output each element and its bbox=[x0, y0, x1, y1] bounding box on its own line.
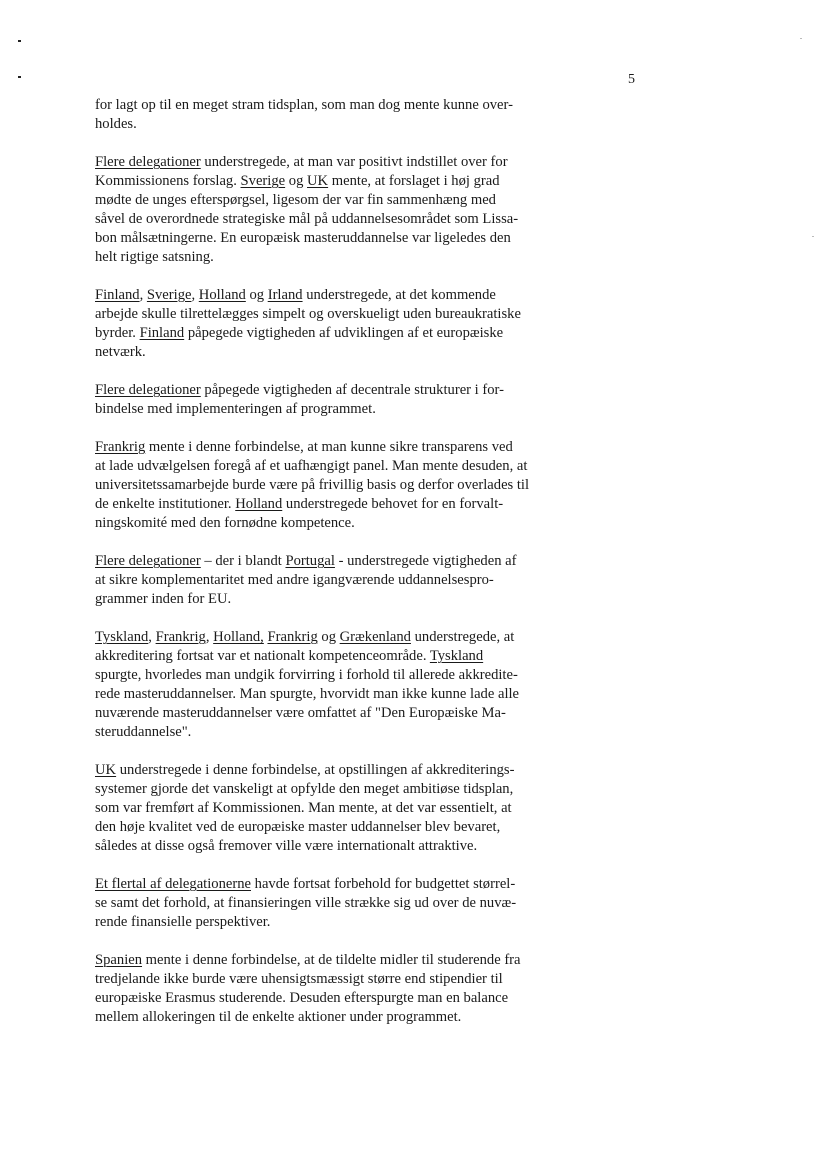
text-line bbox=[95, 248, 583, 267]
text-run: påpegede vigtigheden af decentrale strukturer i for- bbox=[200, 382, 504, 398]
text-run: universitetssamarbejde burde være på frivillig basis og derfor overlades til bbox=[95, 477, 530, 493]
text-line bbox=[95, 666, 583, 685]
text-line bbox=[95, 552, 583, 571]
text-line bbox=[95, 495, 583, 514]
underlined-entity: Frankrig bbox=[95, 439, 146, 455]
text-line bbox=[95, 210, 583, 229]
paragraph-p3 bbox=[95, 381, 583, 419]
text-run: helt rigtige satsning. bbox=[95, 249, 214, 265]
text-run: – der i blandt bbox=[200, 553, 286, 569]
text-line bbox=[95, 761, 583, 780]
text-run: understregede i denne forbindelse, at opstillingen af akkrediterings- bbox=[116, 762, 515, 778]
document-body bbox=[95, 96, 583, 1046]
underlined-entity: Frankrig bbox=[155, 629, 206, 645]
text-line bbox=[95, 951, 583, 970]
paragraph-p8 bbox=[95, 875, 583, 932]
paragraph-p1 bbox=[95, 153, 583, 267]
text-line bbox=[95, 571, 583, 590]
text-run: for lagt op til en meget stram tidsplan, som man dog mente kunne over- bbox=[95, 97, 513, 113]
text-line bbox=[95, 1008, 583, 1027]
text-line bbox=[95, 343, 583, 362]
text-run: grammer inden for EU. bbox=[95, 591, 232, 607]
text-line bbox=[95, 153, 583, 172]
scan-speck bbox=[18, 40, 21, 42]
text-line bbox=[95, 381, 583, 400]
text-run: se samt det forhold, at finansieringen ville strække sig ud over de nuvæ- bbox=[95, 895, 517, 911]
text-run: mente, at forslaget i høj grad bbox=[328, 173, 500, 189]
underlined-entity: UK bbox=[307, 173, 329, 189]
text-run: spurgte, hvorledes man undgik forvirring i forhold til allerede akkredite- bbox=[95, 667, 518, 683]
underlined-entity: Frankrig bbox=[267, 629, 318, 645]
text-run: mellem allokeringen til de enkelte aktioner under programmet. bbox=[95, 1009, 462, 1025]
text-run: byrder. bbox=[95, 325, 140, 341]
text-line bbox=[95, 590, 583, 609]
text-run: rede masteruddannelser. Man spurgte, hvorvidt man ikke kunne lade alle bbox=[95, 686, 520, 702]
text-line bbox=[95, 286, 583, 305]
text-run: understregede, at bbox=[410, 629, 515, 645]
text-run: nuværende masteruddannelser være omfattet af "Den Europæiske Ma- bbox=[95, 705, 506, 721]
scan-speck bbox=[800, 38, 802, 39]
text-line bbox=[95, 799, 583, 818]
text-line bbox=[95, 837, 583, 856]
text-run: - understregede vigtigheden af bbox=[334, 553, 517, 569]
text-line bbox=[95, 457, 583, 476]
text-line bbox=[95, 647, 583, 666]
text-run: påpegede vigtigheden af udviklingen af et europæiske bbox=[184, 325, 504, 341]
underlined-entity: Sverige bbox=[146, 287, 192, 303]
text-line bbox=[95, 191, 583, 210]
text-run: holdes. bbox=[95, 116, 137, 132]
underlined-entity: Flere delegationer bbox=[95, 553, 201, 569]
paragraph-p2 bbox=[95, 286, 583, 362]
underlined-entity: Holland bbox=[198, 287, 246, 303]
text-run: rende finansielle perspektiver. bbox=[95, 914, 271, 930]
text-line bbox=[95, 875, 583, 894]
text-run: bon målsætningerne. En europæisk masteruddannelse var ligeledes den bbox=[95, 230, 511, 246]
paragraph-p0 bbox=[95, 96, 583, 134]
paragraph-p9 bbox=[95, 951, 583, 1027]
text-run: således at disse også fremover ville være internationalt attraktive. bbox=[95, 838, 478, 854]
text-run: steruddannelse". bbox=[95, 724, 192, 740]
text-run: understregede, at det kommende bbox=[302, 287, 496, 303]
text-line bbox=[95, 305, 583, 324]
text-line bbox=[95, 913, 583, 932]
text-run: Kommissionens forslag. bbox=[95, 173, 241, 189]
text-run: mente i denne forbindelse, at man kunne sikre transparens ved bbox=[145, 439, 513, 455]
text-run: , bbox=[148, 629, 156, 645]
underlined-entity: Holland, bbox=[213, 629, 264, 645]
underlined-entity: Holland bbox=[235, 496, 283, 512]
text-line bbox=[95, 400, 583, 419]
text-line bbox=[95, 628, 583, 647]
text-run: understregede, at man var positivt indstillet over for bbox=[200, 154, 508, 170]
text-line bbox=[95, 96, 583, 115]
paragraph-p5 bbox=[95, 552, 583, 609]
text-line bbox=[95, 894, 583, 913]
text-run: europæiske Erasmus studerende. Desuden efterspurgte man en balance bbox=[95, 990, 509, 1006]
text-line bbox=[95, 723, 583, 742]
text-run: at sikre komplementaritet med andre igangværende uddannelsespro- bbox=[95, 572, 494, 588]
text-run: understregede behovet for en forvalt- bbox=[282, 496, 504, 512]
text-run: og bbox=[285, 173, 308, 189]
text-line bbox=[95, 989, 583, 1008]
underlined-entity: Et flertal af delegationerne bbox=[95, 876, 251, 892]
text-run: , bbox=[139, 287, 147, 303]
underlined-entity: Grækenland bbox=[339, 629, 411, 645]
underlined-entity: Irland bbox=[267, 287, 303, 303]
underlined-entity: Portugal bbox=[285, 553, 335, 569]
text-run: mødte de unges efterspørgsel, ligesom der var fin sammenhæng med bbox=[95, 192, 496, 208]
text-line bbox=[95, 438, 583, 457]
underlined-entity: Sverige bbox=[240, 173, 286, 189]
page-number: 5 bbox=[628, 72, 635, 87]
text-line bbox=[95, 324, 583, 343]
text-line bbox=[95, 780, 583, 799]
text-run: arbejde skulle tilrettelægges simpelt og overskueligt uden bureaukratiske bbox=[95, 306, 521, 322]
text-run: de enkelte institutioner. bbox=[95, 496, 236, 512]
text-run: akkreditering fortsat var et nationalt kompetenceområde. bbox=[95, 648, 430, 664]
paragraph-p6 bbox=[95, 628, 583, 742]
paragraph-p4 bbox=[95, 438, 583, 533]
text-run: den høje kvalitet ved de europæiske master uddannelser blev bevaret, bbox=[95, 819, 501, 835]
underlined-entity: Finland bbox=[95, 287, 140, 303]
underlined-entity: UK bbox=[95, 762, 117, 778]
text-line bbox=[95, 704, 583, 723]
text-run: systemer gjorde det vanskeligt at opfylde den meget ambitiøse tidsplan, bbox=[95, 781, 514, 797]
text-run: og bbox=[317, 629, 340, 645]
text-run: bindelse med implementeringen af programmet. bbox=[95, 401, 376, 417]
text-run: netværk. bbox=[95, 344, 146, 360]
text-run: såvel de overordnede strategiske mål på uddannelsesområdet som Lissa- bbox=[95, 211, 519, 227]
text-line bbox=[95, 970, 583, 989]
text-run: havde fortsat forbehold for budgettet størrel- bbox=[251, 876, 516, 892]
text-run: og bbox=[245, 287, 268, 303]
scan-speck bbox=[18, 76, 21, 78]
text-run: at lade udvælgelsen foregå af et uafhængigt panel. Man mente desuden, at bbox=[95, 458, 528, 474]
text-run: mente i denne forbindelse, at de tildelte midler til studerende fra bbox=[142, 952, 521, 968]
text-line bbox=[95, 685, 583, 704]
scan-speck bbox=[812, 236, 814, 237]
text-line bbox=[95, 514, 583, 533]
text-run: ningskomité med den fornødne kompetence. bbox=[95, 515, 355, 531]
text-run: tredjelande ikke burde være uhensigtsmæssigt større end stipendier til bbox=[95, 971, 503, 987]
underlined-entity: Flere delegationer bbox=[95, 154, 201, 170]
text-line bbox=[95, 115, 583, 134]
underlined-entity: Finland bbox=[139, 325, 185, 341]
text-run: , bbox=[205, 629, 214, 645]
underlined-entity: Spanien bbox=[95, 952, 143, 968]
underlined-entity: Tyskland bbox=[95, 629, 149, 645]
underlined-entity: Flere delegationer bbox=[95, 382, 201, 398]
underlined-entity: Tyskland bbox=[429, 648, 484, 664]
paragraph-p7 bbox=[95, 761, 583, 856]
text-run: som var fremført af Kommissionen. Man mente, at det var essentielt, at bbox=[95, 800, 512, 816]
text-run: , bbox=[191, 287, 199, 303]
text-line bbox=[95, 476, 583, 495]
text-line bbox=[95, 229, 583, 248]
text-line bbox=[95, 172, 583, 191]
text-line bbox=[95, 818, 583, 837]
